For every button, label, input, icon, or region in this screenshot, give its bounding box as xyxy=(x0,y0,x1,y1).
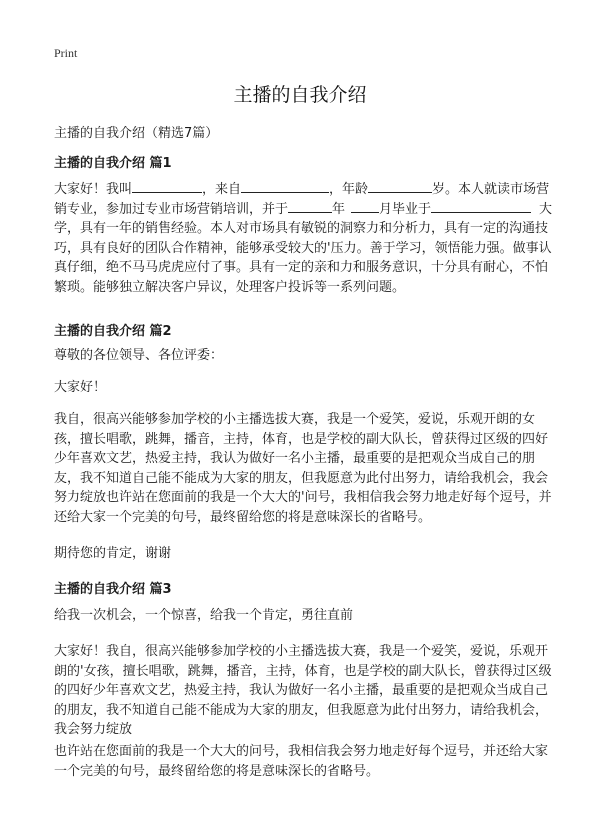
text: 市场营销专业，参加过专业市场营销培训，并于 xyxy=(54,182,550,217)
section-3-paragraph-3: 也许站在您面前的我是一个大大的问号，我相信我会努力地走好每个逗号，并还给大家一个完美的句号，最终留给您的将是意味深长的省略号。 xyxy=(54,744,549,779)
section-3-paragraph-1: 给我一次机会，一个惊喜，给我一个肯定，勇往直前 xyxy=(54,608,354,623)
section-heading-2: 主播的自我介绍 篇2 xyxy=(54,324,172,339)
section-heading-1: 主播的自我介绍 篇1 xyxy=(54,156,172,171)
university-blank xyxy=(431,200,531,213)
document-subtitle: 主播的自我介绍（精选7篇） xyxy=(54,126,219,141)
text: 大家好！我叫 xyxy=(54,182,133,197)
year-blank xyxy=(288,200,332,213)
text: 大学，具有一年的销售经验。本人对市场具有敏锐的洞察力和分析力，具有一定的沟通技巧，具有良好的团队合作精神，能够承受较大的'压力。善于学习，领悟能力强。做事认真仔细，绝不马马虎虎应付了事。具有一定的亲和力和服务意识，十分具有耐心，不怕繁琐。能够独立解决客户异议，处理客户投诉等一系列问题。 xyxy=(54,201,553,295)
text: ，年龄 xyxy=(329,182,369,197)
month-blank xyxy=(351,200,379,213)
age-blank xyxy=(368,180,432,193)
section-3-paragraph-2: 大家好！我自，很高兴能够参加学校的小主播选拔大赛，我是一个爱笑，爱说，乐观开朗的'女孩，擅长唱歌，跳舞，播音，主持，体育，也是学校的副大队长，曾获得过区级的四好少年喜欢文艺，热爱主持，我认为做好一名小主播，最重要的是把观众当成自己的朋友，我不知道自己能不能成为大家的朋友，但我愿意为此付出努力，请给我机会，我会努力绽放 xyxy=(54,644,552,737)
section-2-paragraph-1: 尊敬的各位领导、各位评委： xyxy=(54,348,224,363)
section-heading-3: 主播的自我介绍 篇3 xyxy=(54,582,172,597)
text: 年 xyxy=(332,201,346,217)
section-1-paragraph xyxy=(54,180,554,297)
page-title: 主播的自我介绍 xyxy=(233,84,367,106)
section-2-paragraph-2: 大家好！ xyxy=(54,380,107,395)
name-blank xyxy=(132,180,202,193)
text: 月毕业于 xyxy=(379,201,432,217)
section-2-paragraph-3: 我自，很高兴能够参加学校的小主播选拔大赛，我是一个爱笑，爱说，乐观开朗的女孩，擅长唱歌，跳舞，播音，主持，体育，也是学校的副大队长，曾获得过区级的四好少年喜欢文艺，热爱主持，我认为做好一名小主播，最重要的是把观众当成自己的朋友，我不知道自己能不能成为大家的朋友，但我愿意为此付出努力，请给我机会，我会努力绽放也许站在您面前的我是一个大大的'问号，我相信我会努力地走好每个逗号，并还给大家一个完美的句号，最终留给您的将是意味深长的省略号。 xyxy=(54,412,552,525)
text: ，来自 xyxy=(202,182,242,197)
hometown-blank xyxy=(241,180,329,193)
text: 岁。本人就读 xyxy=(432,182,511,197)
section-2-paragraph-4: 期待您的肯定，谢谢 xyxy=(54,546,172,561)
print-label: Print xyxy=(54,46,78,60)
